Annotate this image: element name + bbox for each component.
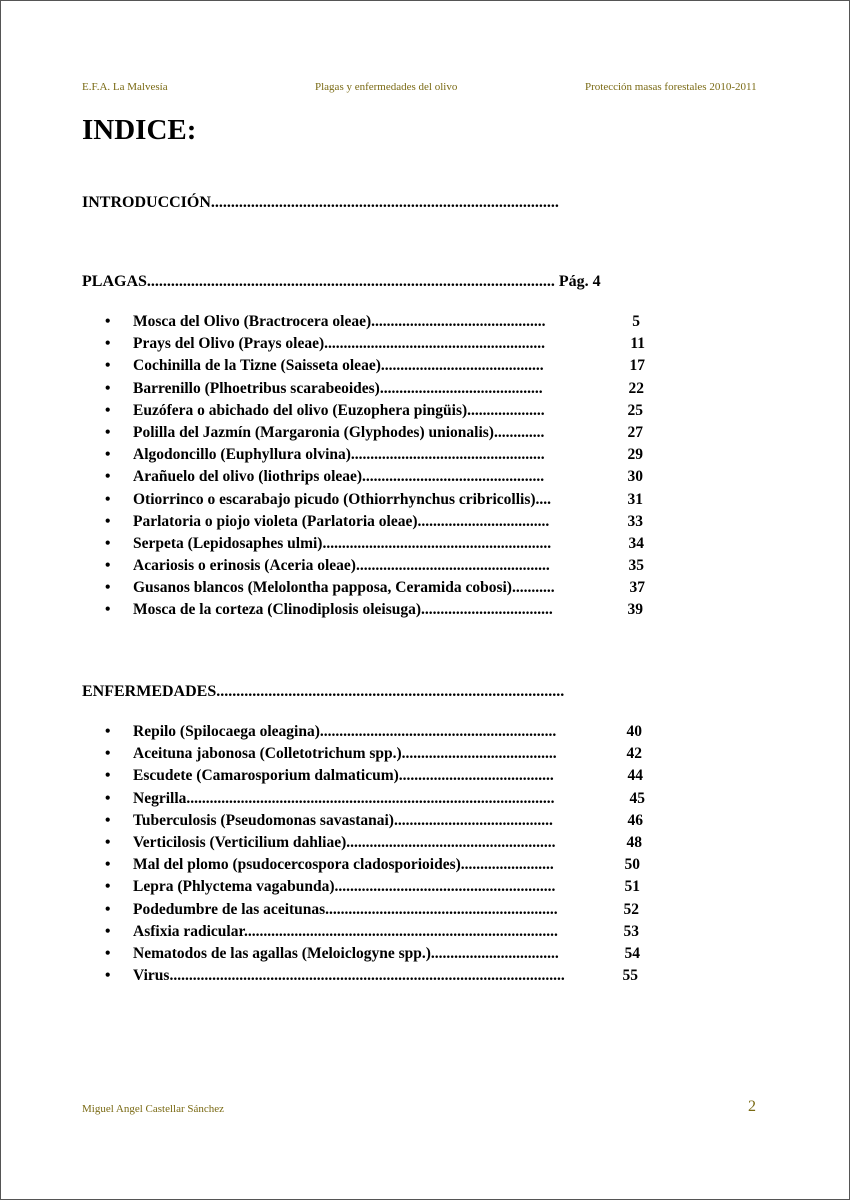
toc-entry-page: 31 — [627, 490, 643, 508]
header-center: Plagas y enfermedades del olivo — [315, 81, 458, 93]
toc-entry — [105, 466, 665, 488]
bullet-icon: • — [105, 944, 111, 962]
bullet-icon: • — [105, 401, 111, 419]
toc-entry-label: Tuberculosis (Pseudomonas savastanai)......................................... — [133, 811, 553, 829]
enfermedades-heading: ENFERMEDADES....................................................................................... — [82, 683, 565, 700]
toc-entry — [105, 832, 665, 854]
toc-entry — [105, 599, 665, 621]
bullet-icon: • — [105, 723, 111, 740]
toc-entry — [105, 788, 665, 810]
toc-entry-page: 48 — [626, 833, 642, 851]
toc-entry-page: 27 — [627, 423, 643, 441]
toc-entry-page: 54 — [624, 944, 640, 962]
bullet-icon: • — [105, 833, 111, 851]
toc-entry-label: Cochinilla de la Tizne (Saisseta oleae).......................................... — [133, 357, 544, 375]
toc-entry-label: Barrenillo (Plhoetribus scarabeoides).......................................... — [133, 379, 543, 397]
footer-author: Miguel Angel Castellar Sánchez — [82, 1103, 225, 1115]
toc-entry-page: 30 — [627, 468, 643, 486]
bullet-icon: • — [105, 922, 111, 940]
toc-entry — [105, 333, 665, 355]
toc-entry — [105, 422, 665, 444]
toc-entry — [105, 876, 665, 898]
bullet-icon: • — [105, 789, 111, 807]
toc-entry — [105, 810, 665, 832]
toc-entry-page: 55 — [622, 967, 638, 985]
toc-entry — [105, 355, 665, 377]
toc-entry-label: Mosca de la corteza (Clinodiplosis oleisuga).................................. — [133, 601, 553, 619]
toc-entry — [105, 765, 665, 787]
bullet-icon: • — [105, 512, 111, 530]
toc-entry — [105, 311, 665, 333]
toc-entry-label: Arañuelo del olivo (liothrips oleae)............................................... — [133, 468, 545, 486]
toc-entry-page: 51 — [624, 878, 640, 896]
toc-entry — [105, 444, 665, 466]
toc-entry — [105, 400, 665, 422]
toc-entry-label: Negrilla............................................................................................... — [133, 789, 555, 807]
bullet-icon: • — [105, 579, 111, 597]
toc-entry-page: 50 — [624, 856, 640, 874]
toc-entry-label: Polilla del Jazmín (Margaronia (Glyphodes) unionalis)............. — [133, 423, 545, 441]
toc-entry-page: 53 — [623, 922, 639, 940]
toc-entry-label: Prays del Olivo (Prays oleae)......................................................... — [133, 335, 545, 353]
toc-entry-label: Verticilosis (Verticilium dahliae)...................................................... — [133, 833, 556, 851]
toc-entry-page: 40 — [626, 723, 642, 740]
toc-entry-page: 46 — [627, 811, 643, 829]
bullet-icon: • — [105, 856, 111, 874]
toc-entry — [105, 899, 665, 921]
toc-entry — [105, 577, 665, 599]
bullet-icon: • — [105, 490, 111, 508]
toc-entry-label: Gusanos blancos (Melolontha papposa, Ceramida cobosi)........... — [133, 579, 555, 597]
toc-entry-page: 5 — [632, 313, 640, 330]
toc-entry — [105, 555, 665, 577]
bullet-icon: • — [105, 767, 111, 785]
bullet-icon: • — [105, 967, 111, 985]
toc-entry-label: Parlatoria o piojo violeta (Parlatoria oleae).................................. — [133, 512, 550, 530]
bullet-icon: • — [105, 357, 111, 375]
toc-entry-label: Euzófera o abichado del olivo (Euzophera pingüis).................... — [133, 401, 545, 419]
toc-entry-page: 34 — [628, 534, 644, 552]
bullet-icon: • — [105, 313, 111, 330]
bullet-icon: • — [105, 878, 111, 896]
bullet-icon: • — [105, 379, 111, 397]
toc-entry-label: Virus...................................................................................................... — [133, 967, 565, 985]
toc-entry-label: Serpeta (Lepidosaphes ulmi)........................................................... — [133, 534, 552, 552]
toc-entry-label: Mal del plomo (psudocercospora cladosporioides)........................ — [133, 856, 554, 874]
bullet-icon: • — [105, 446, 111, 464]
toc-entry-page: 33 — [627, 512, 643, 530]
toc-entry-label: Nematodos de las agallas (Meloiclogyne spp.)................................. — [133, 944, 559, 962]
toc-entry-label: Asfixia radicular................................................................................. — [133, 922, 558, 940]
toc-entry-page: 35 — [628, 557, 644, 575]
toc-entry-page: 22 — [628, 379, 644, 397]
footer-page-number: 2 — [748, 1098, 756, 1115]
toc-entry-page: 37 — [629, 579, 645, 597]
bullet-icon: • — [105, 335, 111, 353]
toc-entry-page: 11 — [630, 335, 645, 353]
toc-entry-page: 42 — [626, 745, 642, 763]
toc-entry-page: 25 — [627, 401, 643, 419]
plagas-list — [105, 311, 665, 622]
bullet-icon: • — [105, 601, 111, 619]
header-right: Protección masas forestales 2010-2011 — [585, 81, 757, 93]
toc-entry — [105, 378, 665, 400]
toc-entry-label: Podedumbre de las aceitunas............................................................ — [133, 900, 558, 918]
enfermedades-list — [105, 721, 665, 987]
bullet-icon: • — [105, 534, 111, 552]
bullet-icon: • — [105, 557, 111, 575]
toc-entry-label: Escudete (Camarosporium dalmaticum)........................................ — [133, 767, 554, 785]
toc-entry-label: Lepra (Phlyctema vagabunda)......................................................... — [133, 878, 556, 896]
page-title: INDICE: — [82, 114, 197, 146]
toc-entry — [105, 533, 665, 555]
toc-entry — [105, 743, 665, 765]
header-left: E.F.A. La Malvesía — [82, 81, 168, 93]
toc-entry-page: 39 — [627, 601, 643, 619]
toc-entry — [105, 943, 665, 965]
bullet-icon: • — [105, 900, 111, 918]
plagas-heading: PLAGAS...................................................................................................... Pág. 4 — [82, 273, 601, 290]
toc-entry — [105, 921, 665, 943]
toc-entry-page: 44 — [627, 767, 643, 785]
toc-entry-page: 17 — [629, 357, 645, 375]
toc-entry — [105, 854, 665, 876]
toc-entry-page: 29 — [627, 446, 643, 464]
toc-entry-label: Algodoncillo (Euphyllura olvina).................................................. — [133, 446, 545, 464]
toc-entry-label: Acariosis o erinosis (Aceria oleae).................................................. — [133, 557, 550, 575]
bullet-icon: • — [105, 745, 111, 763]
intro-heading: INTRODUCCIÓN....................................................................................... — [82, 194, 559, 211]
toc-entry-label: Aceituna jabonosa (Colletotrichum spp.)........................................ — [133, 745, 557, 763]
bullet-icon: • — [105, 811, 111, 829]
toc-entry-page: 45 — [629, 789, 645, 807]
toc-entry — [105, 511, 665, 533]
toc-entry-label: Mosca del Olivo (Bractrocera oleae)............................................. — [133, 313, 546, 330]
toc-entry — [105, 489, 665, 511]
toc-entry-page: 52 — [623, 900, 639, 918]
toc-entry — [105, 721, 665, 743]
toc-entry — [105, 965, 665, 987]
toc-entry-label: Otiorrinco o escarabajo picudo (Othiorrhynchus cribricollis).... — [133, 490, 552, 508]
bullet-icon: • — [105, 468, 111, 486]
bullet-icon: • — [105, 423, 111, 441]
toc-entry-label: Repilo (Spilocaega oleagina)............................................................. — [133, 723, 557, 740]
